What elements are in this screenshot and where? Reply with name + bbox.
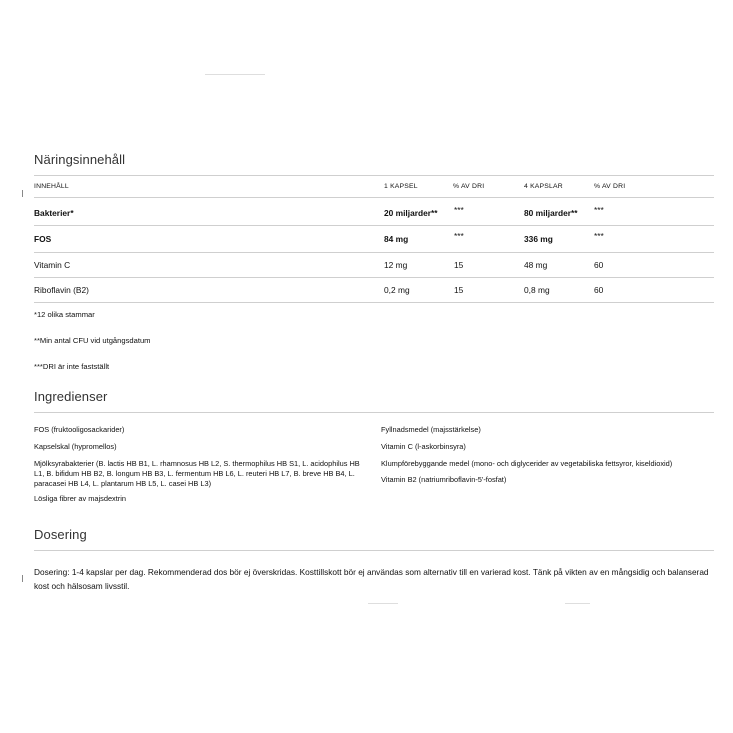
row-fos-name: FOS (34, 234, 52, 244)
row-vitc-1cap: 12 mg (384, 260, 408, 270)
ingredients-title: Ingredienser (34, 389, 108, 404)
row-fos-4cap: 336 mg (524, 234, 553, 244)
faint-mark-top (205, 74, 265, 75)
row-divider (34, 252, 714, 253)
col-header-dri-1: % AV DRI (453, 183, 485, 190)
row-divider (34, 225, 714, 226)
col-header-1-capsule: 1 KAPSEL (384, 183, 418, 190)
row-riboflavin-dri1: 15 (454, 285, 464, 295)
nutrition-title: Näringsinnehåll (34, 152, 126, 167)
row-bakterier-dri1: *** (454, 205, 464, 215)
dosage-title: Dosering (34, 527, 87, 542)
edge-tick-1 (22, 190, 23, 197)
ingredient-filler: Fyllnadsmedel (majsstärkelse) (381, 425, 481, 434)
col-header-content: INNEHÅLL (34, 183, 69, 190)
row-riboflavin-4cap: 0,8 mg (524, 285, 550, 295)
ingredient-vitamin-c: Vitamin C (l-askorbinsyra) (381, 442, 466, 451)
row-vitc-name: Vitamin C (34, 260, 71, 270)
ingredient-fos: FOS (fruktooligosackarider) (34, 425, 125, 434)
ingredient-lactic-bacteria: Mjölksyrabakterier (B. lactis HB B1, L. rhamnosus HB L2, S. thermophilus HB S1, L. acidophilus HB L1, B. bifidum HB B2, B. longum HB B3, L. fermentum HB L6, L. reuteri HB L7, B. breve HB B4, L. paracasei HB L4, L. plantarum HB L5, L. casei HB L3) (34, 459, 360, 488)
row-divider (34, 302, 714, 303)
row-vitc-dri1: 15 (454, 260, 464, 270)
row-fos-dri1: *** (454, 231, 464, 241)
row-fos-dri4: *** (594, 231, 604, 241)
nutrition-title-divider (34, 175, 714, 176)
row-vitc-dri4: 60 (594, 260, 604, 270)
row-riboflavin-name: Riboflavin (B2) (34, 285, 89, 295)
col-header-4-capsules: 4 KAPSLAR (524, 183, 563, 190)
faint-mark-bottom-2 (565, 603, 590, 604)
footnote-strains: *12 olika stammar (34, 310, 95, 319)
ingredient-anticaking: Klumpförebyggande medel (mono- och diglycerider av vegetabiliska fettsyror, kiseldioxid) (381, 459, 673, 468)
ingredient-vitamin-b2: Vitamin B2 (natriumriboflavin-5'-fosfat) (381, 475, 507, 484)
row-vitc-4cap: 48 mg (524, 260, 548, 270)
footnote-dri: ***DRI är inte fastställt (34, 362, 110, 371)
row-bakterier-4cap: 80 miljarder** (524, 208, 578, 218)
faint-mark-bottom-1 (368, 603, 398, 604)
table-header-divider (34, 197, 714, 198)
row-bakterier-name: Bakterier* (34, 208, 74, 218)
dosage-title-divider (34, 550, 714, 551)
edge-tick-2 (22, 575, 23, 582)
row-riboflavin-dri4: 60 (594, 285, 604, 295)
row-bakterier-1cap: 20 miljarder** (384, 208, 438, 218)
ingredients-title-divider (34, 412, 714, 413)
row-fos-1cap: 84 mg (384, 234, 409, 244)
ingredient-capsule-shell: Kapselskal (hypromellos) (34, 442, 117, 451)
row-bakterier-dri4: *** (594, 205, 604, 215)
dosage-text: Dosering: 1-4 kapslar per dag. Rekommenderad dos bör ej överskridas. Kosttillskott bör ej användas som alternativ till en varierad kost. Tänk på vikten av en mångsidig och balanserad kost och hälsosam livsstil. (34, 567, 709, 591)
col-header-dri-4: % AV DRI (594, 183, 626, 190)
row-divider (34, 277, 714, 278)
ingredient-soluble-fibre: Lösliga fibrer av majsdextrin (34, 494, 127, 503)
footnote-cfu: **Min antal CFU vid utgångsdatum (34, 336, 151, 345)
row-riboflavin-1cap: 0,2 mg (384, 285, 410, 295)
